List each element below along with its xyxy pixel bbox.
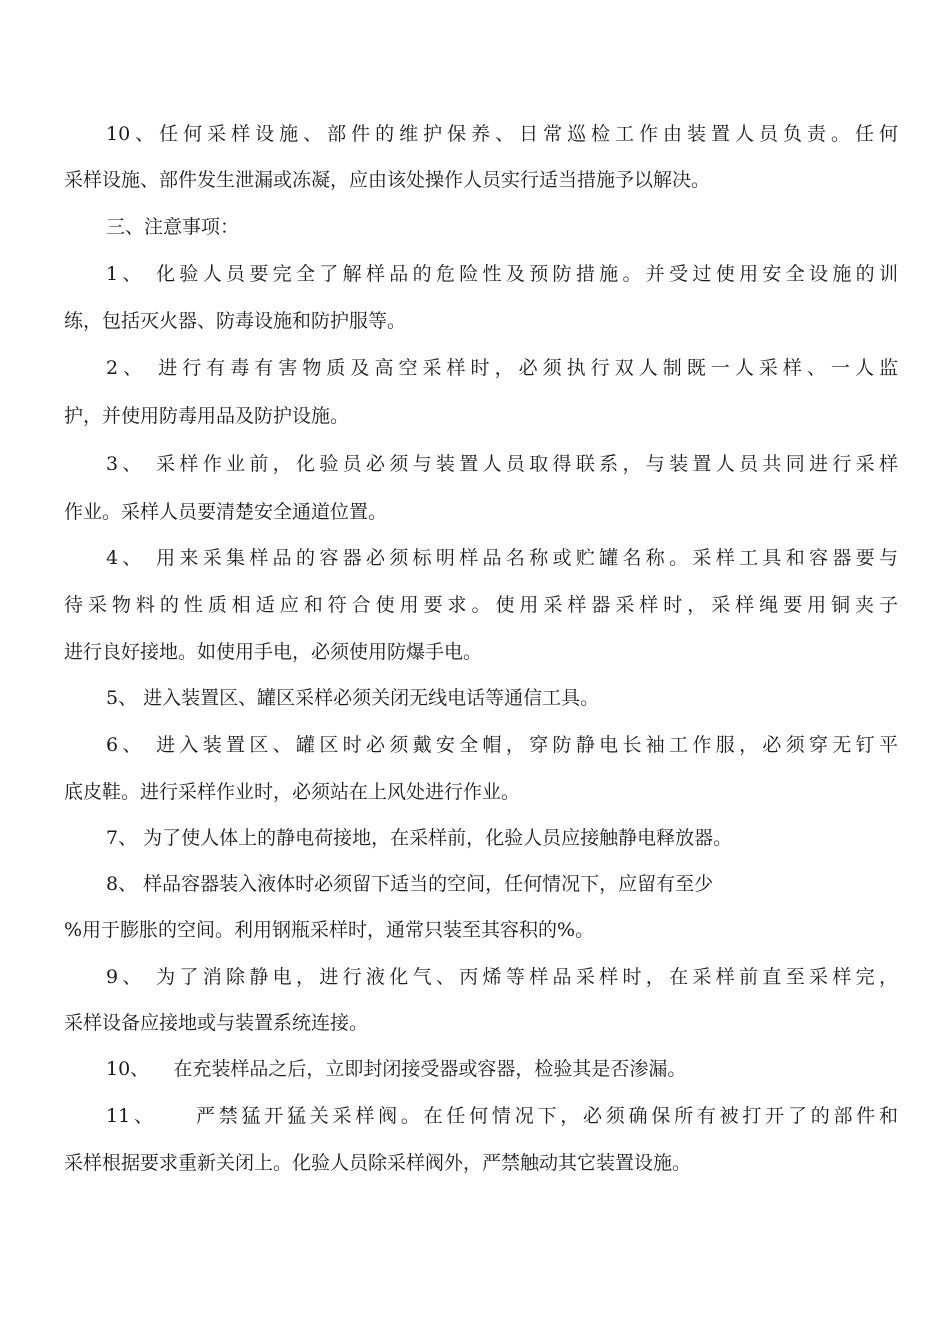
text-line: 11、 严禁猛开猛关采样阀。在任何情况下，必须确保所有被打开了的部件和	[106, 1105, 898, 1127]
text-line: 3、 采样作业前，化验员必须与装置人员取得联系，与装置人员共同进行采样	[106, 453, 898, 475]
text-line: 练，包括灭火器、防毒设施和防护服等。	[64, 310, 407, 332]
text-line: 底皮鞋。进行采样作业时，必须站在上风处进行作业。	[64, 781, 521, 803]
text-line: 6、 进入装置区、罐区时必须戴安全帽，穿防静电长袖工作服，必须穿无钉平	[106, 734, 898, 756]
text-line: 10、 在充装样品之后，立即封闭接受器或容器，检验其是否渗漏。	[106, 1058, 687, 1080]
text-line: 进行良好接地。如使用手电，必须使用防爆手电。	[64, 641, 483, 663]
section-heading: 三、注意事项：	[106, 216, 240, 238]
text-line: 采样设施、部件发生泄漏或冻凝，应由该处操作人员实行适当措施予以解决。	[64, 169, 711, 191]
text-line: 8、 样品容器装入液体时必须留下适当的空间，任何情况下，应留有至少	[106, 873, 714, 895]
text-line: 采样根据要求重新关闭上。化验人员除采样阀外，严禁触动其它装置设施。	[64, 1152, 692, 1174]
text-line: 10、任何采样设施、部件的维护保养、日常巡检工作由装置人员负责。任何	[106, 123, 898, 145]
text-line: 采样设备应接地或与装置系统连接。	[64, 1012, 369, 1034]
text-line: 5、 进入装置区、罐区采样必须关闭无线电话等通信工具。	[106, 687, 600, 709]
text-line: 1、 化验人员要完全了解样品的危险性及预防措施。并受过使用安全设施的训	[106, 263, 898, 285]
text-line: 作业。采样人员要清楚安全通道位置。	[64, 501, 388, 523]
text-line: %用于膨胀的空间。利用钢瓶采样时，通常只装至其容积的%。	[64, 919, 595, 941]
text-line: 9、 为了消除静电，进行液化气、丙烯等样品采样时，在采样前直至采样完，	[106, 966, 898, 988]
text-line: 4、 用来采集样品的容器必须标明样品名称或贮罐名称。采样工具和容器要与	[106, 547, 898, 569]
text-line: 待采物料的性质相适应和符合使用要求。使用采样器采样时，采样绳要用铜夹子	[64, 594, 898, 616]
text-line: 护，并使用防毒用品及防护设施。	[64, 405, 350, 427]
text-line: 2、 进行有毒有害物质及高空采样时，必须执行双人制既一人采样、一人监	[106, 357, 898, 379]
text-line: 7、 为了使人体上的静电荷接地，在采样前，化验人员应接触静电释放器。	[106, 827, 733, 849]
